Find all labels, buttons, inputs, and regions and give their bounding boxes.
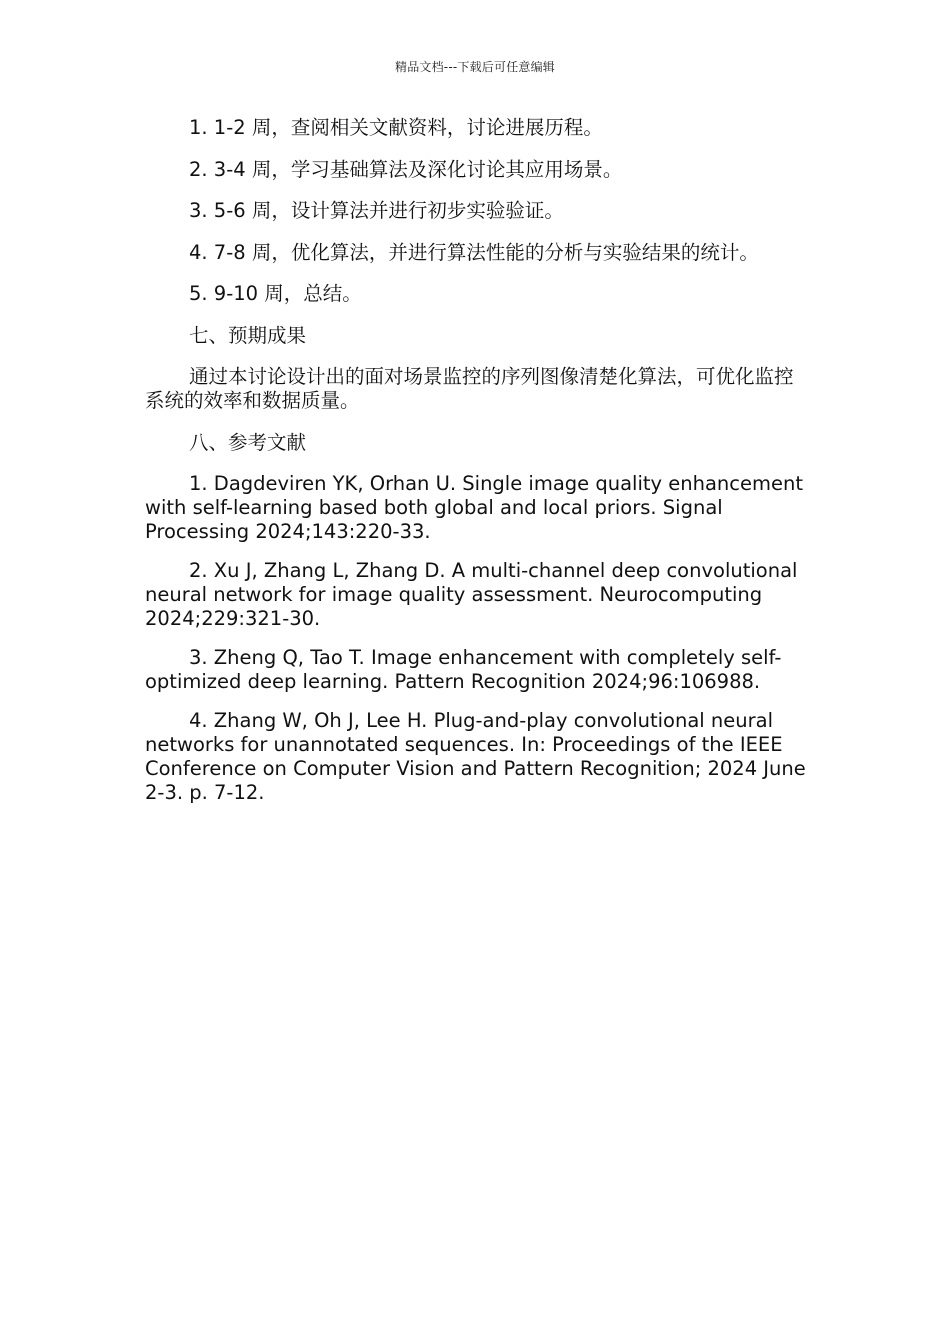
schedule-item-4: 4. 7-8 周，优化算法，并进行算法性能的分析与实验结果的统计。 <box>189 240 759 264</box>
reference-item-3: 3. Zheng Q, Tao T. Image enhancement with completely self-optimized deep learning. Pattern Recognition 2024;96:106988. <box>145 646 782 693</box>
schedule-item-1: 1. 1-2 周，查阅相关文献资料，讨论进展历程。 <box>189 116 603 139</box>
reference-item-4: 4. Zhang W, Oh J, Lee H. Plug-and-play convolutional neural networks for unannotated sequences. In: Proceedings of the IEEE Conference on Computer Vision and Pattern Recognition; 2024 June 2-3. p. 7-12. <box>145 709 806 804</box>
schedule-item-2: 2. 3-4 周，学习基础算法及深化讨论其应用场景。 <box>189 157 623 181</box>
schedule-item-3: 3. 5-6 周，设计算法并进行初步实验验证。 <box>189 199 564 222</box>
expected-results-paragraph: 通过本讨论设计出的面对场景监控的序列图像清楚化算法，可优化监控系统的效率和数据质量。 <box>145 365 794 412</box>
reference-item-1: 1. Dagdeviren YK, Orhan U. Single image quality enhancement with self-learning based both global and local priors. Signal Processing 2024;143:220-33. <box>145 472 804 543</box>
page-header: 精品文档---下载后可任意编辑 <box>395 60 555 74</box>
section-heading-expected-results: 七、预期成果 <box>189 323 307 347</box>
document-body <box>145 116 810 820</box>
schedule-item-5: 5. 9-10 周，总结。 <box>189 282 362 305</box>
section-heading-references: 八、参考文献 <box>189 430 307 454</box>
reference-item-2: 2. Xu J, Zhang L, Zhang D. A multi-channel deep convolutional neural network for image quality assessment. Neurocomputing 2024;229:321-30. <box>145 559 798 630</box>
